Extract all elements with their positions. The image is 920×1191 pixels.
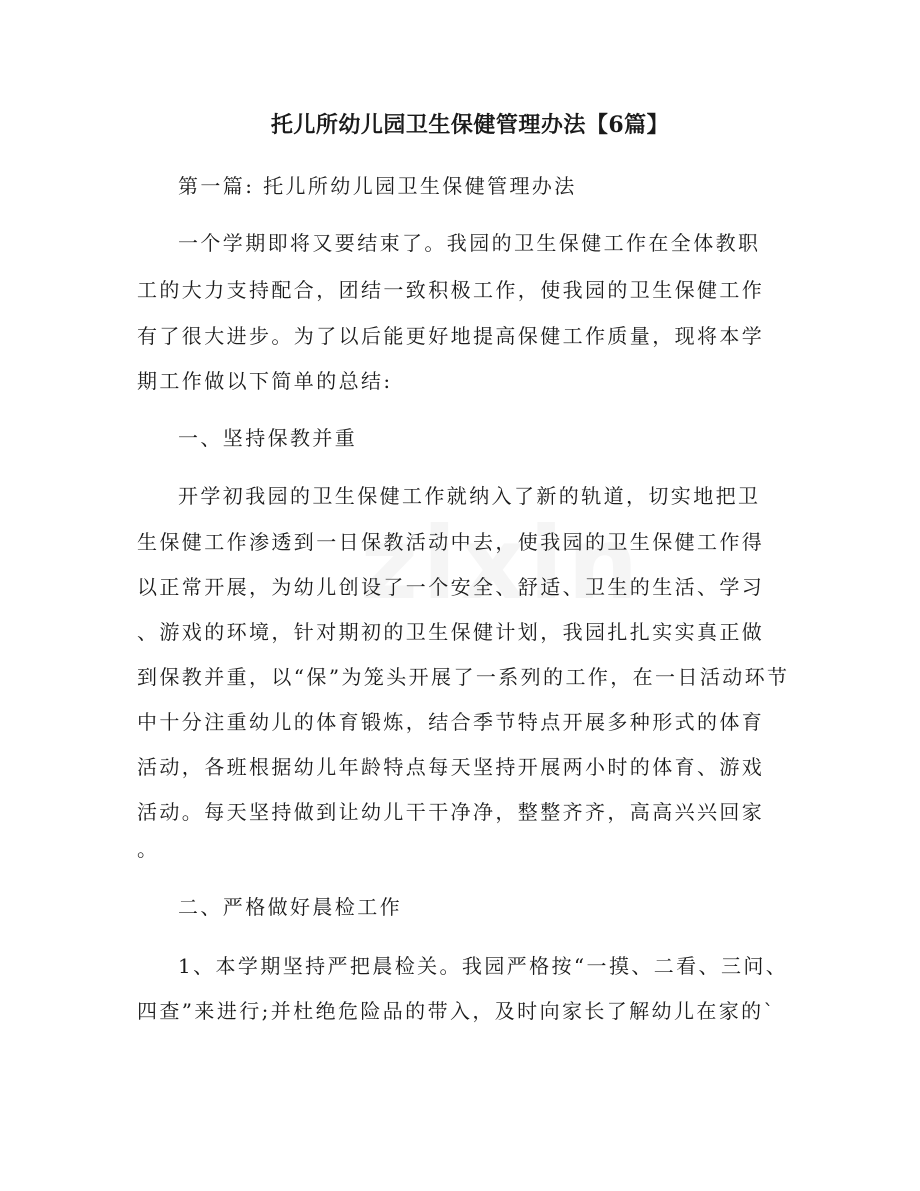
paragraph-line: 到保教并重，以“保”为笼头开展了一系列的工作，在一日活动环节: [137, 665, 790, 689]
paragraph-line: 。: [137, 837, 160, 861]
section-heading-part-one: 第一篇: 托儿所幼儿园卫生保健管理办法: [178, 174, 577, 198]
document-title: 托儿所幼儿园卫生保健管理办法【6篇】: [270, 112, 670, 138]
paragraph-line: 活动，各班根据幼儿年龄特点每天坚持开展两小时的体育、游戏: [137, 755, 765, 779]
paragraph-line: 开学初我园的卫生保健工作就纳入了新的轨道，切实地把卫: [178, 484, 761, 508]
paragraph-line: 期工作做以下简单的总结:: [137, 369, 393, 393]
section-heading-two: 二、严格做好晨检工作: [178, 895, 402, 919]
section-heading-one: 一、坚持保教并重: [178, 426, 358, 450]
paragraph-line: 、游戏的环境，针对期初的卫生保健计划，我园扎扎实实真正做: [137, 620, 765, 644]
paragraph-line: 四查”来进行;并杜绝危险品的带入，及时向家长了解幼儿在家的`: [137, 999, 776, 1023]
paragraph-line: 一个学期即将又要结束了。我园的卫生保健工作在全体教职: [178, 231, 761, 255]
paragraph-line: 有了很大进步。为了以后能更好地提高保健工作质量，现将本学: [137, 324, 765, 348]
paragraph-line: 工的大力支持配合，团结一致积极工作，使我园的卫生保健工作: [137, 278, 765, 302]
watermark: [360, 505, 642, 622]
paragraph-line: 1、本学期坚持严把晨检关。我园严格按“一摸、二看、三问、: [178, 954, 789, 978]
paragraph-line: 活动。每天坚持做到让幼儿干干净净，整整齐齐，高高兴兴回家: [137, 800, 765, 824]
paragraph-line: 以正常开展，为幼儿创设了一个安全、舒适、卫生的生活、学习: [137, 575, 765, 599]
paragraph-line: 生保健工作渗透到一日保教活动中去，使我园的卫生保健工作得: [137, 530, 765, 554]
paragraph-line: 中十分注重幼儿的体育锻炼，结合季节特点开展多种形式的体育: [137, 710, 765, 734]
